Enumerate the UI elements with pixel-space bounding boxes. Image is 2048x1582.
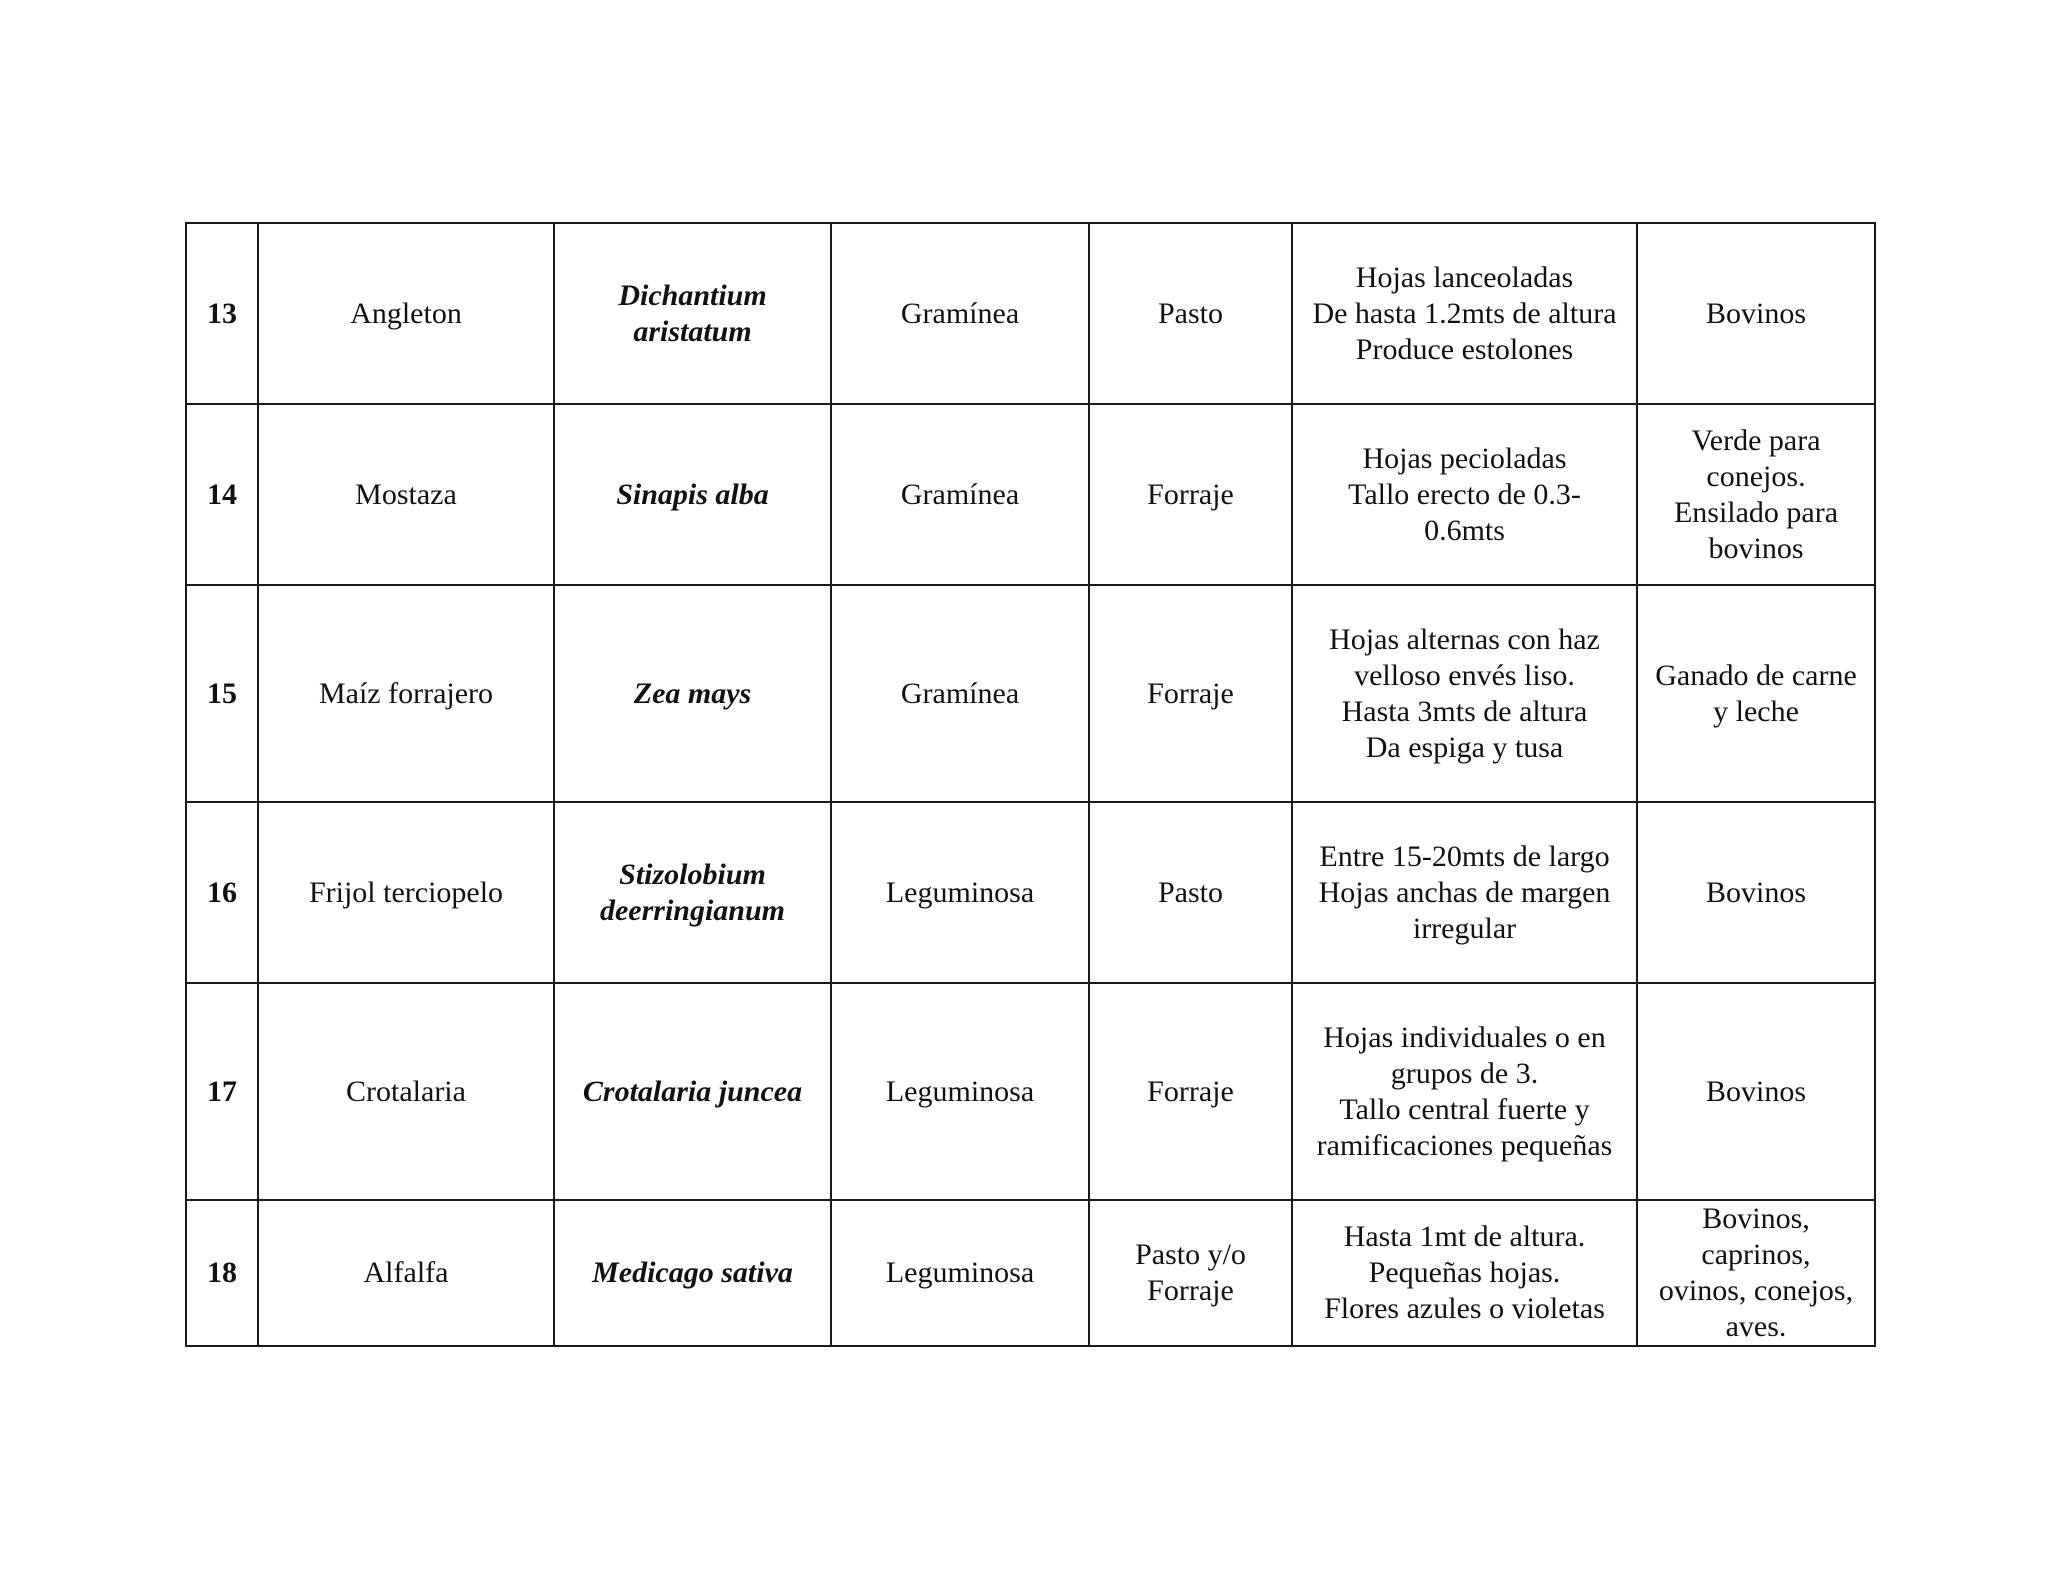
- use-line: Forraje: [1147, 477, 1234, 511]
- row-number: 14: [186, 404, 258, 585]
- table-row: [186, 1200, 1875, 1346]
- description-cell: [1292, 983, 1637, 1200]
- animals-line: ovinos, conejos,: [1658, 1274, 1854, 1307]
- animals-cell: [1637, 585, 1875, 802]
- scientific-name-cell: [554, 404, 831, 585]
- common-name-cell: Angleton: [258, 223, 554, 404]
- scientific-name-line: Medicago sativa: [592, 1256, 793, 1289]
- animals-cell: [1637, 1200, 1875, 1346]
- description-cell: [1292, 1200, 1637, 1346]
- animals-line: caprinos,: [1701, 1238, 1811, 1271]
- description-cell: [1292, 223, 1637, 404]
- description-line: De hasta 1.2mts de altura: [1312, 296, 1617, 330]
- row-number: 15: [186, 585, 258, 802]
- animals-line: Bovinos: [1705, 875, 1807, 909]
- description-line: Da espiga y tusa: [1365, 730, 1564, 764]
- description-line: irregular: [1412, 911, 1517, 945]
- scientific-name-cell: [554, 223, 831, 404]
- scientific-name-line: Zea mays: [633, 676, 752, 710]
- use-cell: [1089, 983, 1292, 1200]
- species-table: [185, 222, 1876, 1347]
- description-line: Hojas lanceoladas: [1355, 260, 1574, 294]
- animals-line: Verde para: [1691, 423, 1821, 457]
- animals-line: Ensilado para: [1673, 495, 1839, 529]
- animals-line: Bovinos: [1705, 296, 1807, 330]
- description-line: Tallo central fuerte y: [1339, 1092, 1590, 1126]
- common-name-cell: Mostaza: [258, 404, 554, 585]
- use-line: Forraje: [1147, 1274, 1234, 1307]
- scientific-name-line: Sinapis alba: [616, 477, 769, 511]
- row-number: 17: [186, 983, 258, 1200]
- description-line: Produce estolones: [1355, 332, 1574, 366]
- common-name-cell: Alfalfa: [258, 1200, 554, 1346]
- description-line: Hojas individuales o en: [1323, 1020, 1606, 1054]
- description-line: grupos de 3.: [1390, 1056, 1539, 1090]
- family-cell: Gramínea: [831, 404, 1089, 585]
- description-line: Pequeñas hojas.: [1368, 1256, 1561, 1289]
- animals-line: aves.: [1725, 1310, 1787, 1343]
- use-cell: [1089, 1200, 1292, 1346]
- animals-line: Bovinos: [1705, 1074, 1807, 1108]
- use-line: Forraje: [1147, 676, 1234, 710]
- description-line: Hojas anchas de margen: [1318, 875, 1611, 909]
- table-row: [186, 585, 1875, 802]
- table-body: [186, 223, 1875, 1346]
- row-number: 13: [186, 223, 258, 404]
- family-cell: Gramínea: [831, 223, 1089, 404]
- animals-cell: [1637, 404, 1875, 585]
- use-line: Pasto: [1157, 296, 1223, 330]
- description-line: Hojas pecioladas: [1362, 441, 1567, 475]
- description-line: Flores azules o violetas: [1324, 1292, 1605, 1325]
- use-line: Pasto: [1157, 875, 1223, 909]
- row-number: 18: [186, 1200, 258, 1346]
- scientific-name-line: deerringianum: [599, 893, 786, 927]
- description-cell: [1292, 585, 1637, 802]
- scientific-name-cell: [554, 983, 831, 1200]
- scientific-name-line: Crotalaria juncea: [582, 1074, 803, 1108]
- description-cell: [1292, 802, 1637, 983]
- use-line: Pasto y/o: [1135, 1238, 1246, 1271]
- description-line: ramificaciones pequeñas: [1316, 1128, 1613, 1162]
- common-name-cell: Crotalaria: [258, 983, 554, 1200]
- row-number: 16: [186, 802, 258, 983]
- description-line: Hojas alternas con haz: [1329, 622, 1600, 656]
- use-line: Forraje: [1147, 1074, 1234, 1108]
- scientific-name-cell: [554, 1200, 831, 1346]
- common-name-cell: Maíz forrajero: [258, 585, 554, 802]
- use-cell: [1089, 585, 1292, 802]
- description-line: Tallo erecto de 0.3-: [1348, 477, 1581, 511]
- animals-cell: [1637, 983, 1875, 1200]
- description-line: velloso envés liso.: [1354, 658, 1575, 692]
- family-cell: Leguminosa: [831, 1200, 1089, 1346]
- table-row: [186, 802, 1875, 983]
- table-row: [186, 404, 1875, 585]
- animals-line: conejos.: [1706, 459, 1806, 493]
- use-cell: [1089, 802, 1292, 983]
- family-cell: Leguminosa: [831, 802, 1089, 983]
- description-cell: [1292, 404, 1637, 585]
- animals-line: Bovinos,: [1702, 1202, 1810, 1235]
- family-cell: Leguminosa: [831, 983, 1089, 1200]
- family-cell: Gramínea: [831, 585, 1089, 802]
- description-line: Entre 15-20mts de largo: [1319, 839, 1610, 873]
- animals-cell: [1637, 802, 1875, 983]
- use-cell: [1089, 223, 1292, 404]
- animals-line: y leche: [1713, 694, 1799, 728]
- animals-line: Ganado de carne: [1655, 658, 1857, 692]
- animals-line: bovinos: [1708, 531, 1804, 565]
- description-line: Hasta 3mts de altura: [1341, 694, 1588, 728]
- table-row: [186, 983, 1875, 1200]
- scientific-name-cell: [554, 802, 831, 983]
- description-line: Hasta 1mt de altura.: [1343, 1220, 1586, 1253]
- scientific-name-cell: [554, 585, 831, 802]
- scientific-name-line: aristatum: [633, 314, 752, 348]
- animals-cell: [1637, 223, 1875, 404]
- scientific-name-line: Stizolobium: [619, 857, 766, 891]
- table-row: [186, 223, 1875, 404]
- use-cell: [1089, 404, 1292, 585]
- common-name-cell: Frijol terciopelo: [258, 802, 554, 983]
- description-line: 0.6mts: [1424, 513, 1505, 547]
- scientific-name-line: Dichantium: [618, 278, 767, 312]
